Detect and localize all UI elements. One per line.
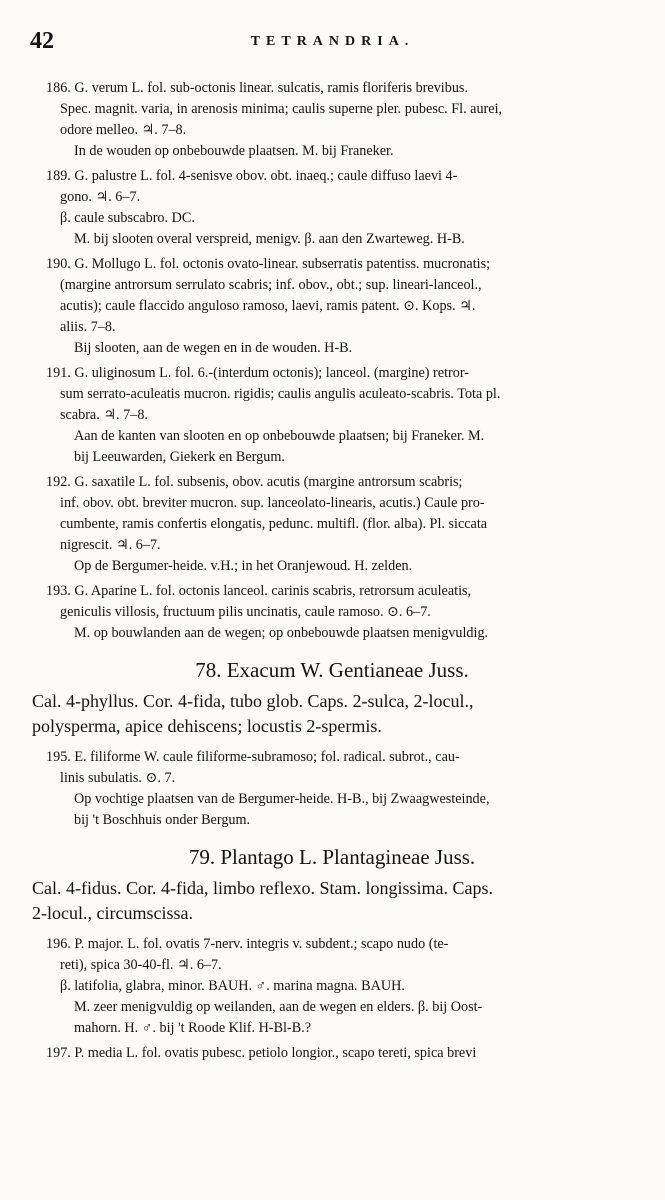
page-content [32,78,632,1068]
entry-first-line: 195. E. filiforme W. caule filiforme-subramoso; fol. radical. subrot., cau- [46,749,460,765]
entry-continuation-line: nigrescit. ♃. 6–7. [60,537,161,553]
species-entry [32,363,632,468]
entry-continuation-line: (margine antrorsum serrulato scabris; inf. obov., obt.; sup. lineari-lanceol., [60,277,482,293]
species-entry [32,747,632,831]
locality-note: Bij slooten, aan de wegen en in de wouden. H-B. [74,340,353,356]
species-entry [32,934,632,1039]
entry-continuation-line: β. caule subscabro. DC. [60,210,195,226]
species-entry [32,78,632,162]
species-entry [32,166,632,250]
genus-heading-plantago: 79. Plantago L. Plantagineae Juss. [188,845,476,869]
description-line: polysperma, apice dehiscens; locustis 2-spermis. [32,716,382,736]
plantago-entries [32,934,632,1064]
entry-continuation-line: gono. ♃. 6–7. [60,189,141,205]
exacum-entries [32,747,632,831]
page-header [30,28,635,58]
description-line: Cal. 4-fidus. Cor. 4-fida, limbo reflexo. Stam. longissima. Caps. [32,878,493,898]
entry-continuation-line: scabra. ♃. 7–8. [60,407,148,423]
locality-note: M. bij slooten overal verspreid, menigv. β. aan den Zwarteweg. H-B. [74,231,465,247]
entry-continuation-line: aliis. 7–8. [60,319,116,335]
entry-continuation-line: geniculis villosis, fructuum pilis uncinatis, caule ramoso. ⊙. 6–7. [60,604,431,620]
entry-continuation-line: β. latifolia, glabra, minor. BAUH. ♂. marina magna. BAUH. [60,978,405,994]
genus-description-plantago [32,876,632,926]
running-head: TETRANDRIA. [250,34,415,49]
entry-continuation-line: reti), spica 30-40-fl. ♃. 6–7. [60,957,222,973]
entry-first-line: 196. P. major. L. fol. ovatis 7-nerv. integris v. subdent.; scapo nudo (te- [46,936,449,952]
locality-note: Aan de kanten van slooten en op onbebouwde plaatsen; bij Franeker. M. [74,428,485,444]
entry-first-line: 189. G. palustre L. fol. 4-senisve obov. obt. inaeq.; caule diffuso laevi 4- [46,168,458,184]
entry-continuation-line: odore melleo. ♃. 7–8. [60,122,187,138]
entry-continuation-line: sum serrato-aculeatis mucron. rigidis; caulis angulis aculeato-scabris. Tota pl. [60,386,501,402]
galium-entries [32,78,632,644]
entry-first-line: 197. P. media L. fol. ovatis pubesc. petiolo longior., scapo tereti, spica brevi [46,1045,477,1061]
entry-continuation-line: inf. obov. obt. breviter mucron. sup. lanceolato-linearis, acutis.) Caule pro- [60,495,485,511]
genus-heading-exacum: 78. Exacum W. Gentianeae Juss. [195,658,469,682]
species-entry [32,472,632,577]
entry-continuation-line: cumbente, ramis confertis elongatis, pedunc. multifl. (flor. alba). Pl. siccata [60,516,488,532]
entry-continuation-line: linis subulatis. ⊙. 7. [60,770,176,786]
description-line: 2-locul., circumscissa. [32,903,193,923]
locality-note: bij 't Boschhuis onder Bergum. [74,812,251,828]
entry-first-line: 193. G. Aparine L. fol. octonis lanceol. carinis scabris, retrorsum aculeatis, [46,583,472,599]
locality-note: Op vochtige plaatsen van de Bergumer-heide. H-B., bij Zwaagwesteinde, [74,791,490,807]
locality-note: Op de Bergumer-heide. v.H.; in het Oranjewoud. H. zelden. [74,558,413,574]
entry-first-line: 191. G. uliginosum L. fol. 6.-(interdum octonis); lanceol. (margine) retror- [46,365,470,381]
species-entry [32,581,632,644]
species-entry [32,254,632,359]
genus-description-exacum [32,689,632,739]
species-entry [32,1043,632,1064]
entry-continuation-line: Spec. magnit. varia, in arenosis minima; caulis superne pler. pubesc. Fl. aurei, [60,101,503,117]
entry-first-line: 192. G. saxatile L. fol. subsenis, obov. acutis (margine antrorsum scabris; [46,474,463,490]
entry-continuation-line: acutis); caule flaccido anguloso ramoso, laevi, ramis patent. ⊙. Kops. ♃. [60,298,476,314]
locality-note: mahorn. H. ♂. bij 't Roode Klif. H-Bl-B.? [74,1020,312,1036]
locality-note: bij Leeuwarden, Giekerk en Bergum. [74,449,285,465]
locality-note: M. op bouwlanden aan de wegen; op onbebouwde plaatsen menigvuldig. [74,625,489,641]
page-number: 42 [30,28,54,54]
entry-first-line: 186. G. verum L. fol. sub-octonis linear. sulcatis, ramis floriferis brevibus. [46,80,468,96]
locality-note: M. zeer menigvuldig op weilanden, aan de wegen en elders. β. bij Oost- [74,999,483,1015]
entry-first-line: 190. G. Mollugo L. fol. octonis ovato-linear. subserratis patentiss. mucronatis; [46,256,491,272]
description-line: Cal. 4-phyllus. Cor. 4-fida, tubo glob. Caps. 2-sulca, 2-locul., [32,691,474,711]
locality-note: In de wouden op onbebouwde plaatsen. M. bij Franeker. [74,143,394,159]
